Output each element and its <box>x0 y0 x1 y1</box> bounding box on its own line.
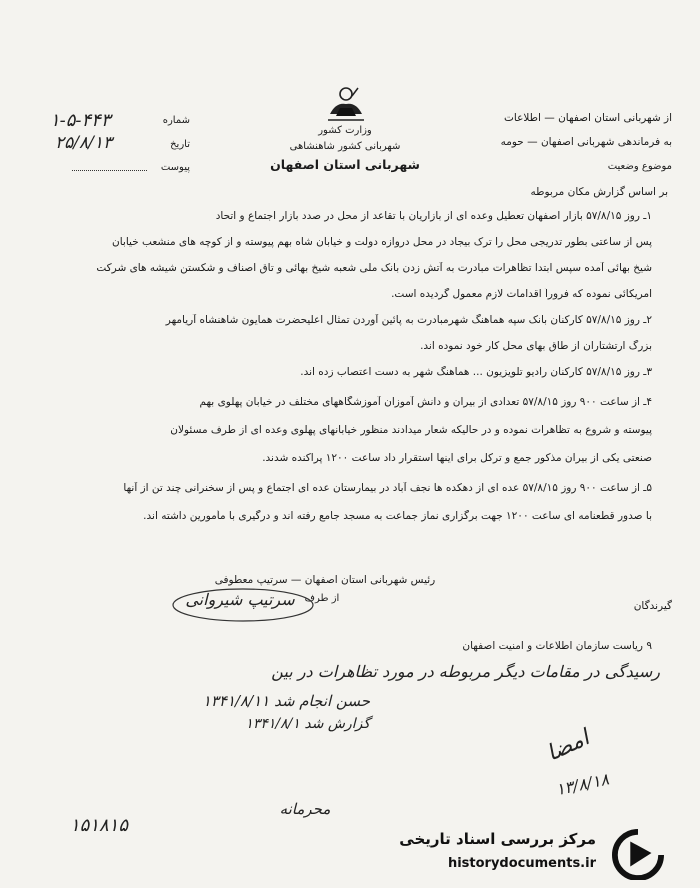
body-line: امریکائی نموده که فروراً اقدامات لازم معمول گردیده است. <box>391 288 652 300</box>
office-local: شهربانی استان اصفهان <box>270 157 420 172</box>
body-line: ۲ـ روز ۵۷/۸/۱۵ کارکنان بانک سپه هماهنگ شهرمبادرت به پائین آوردن تمثال اعلیحضرت همایون شاهنشاه آریامهر <box>165 314 652 326</box>
body-line: پیوسته و شروع به تظاهرات نموده و در حالیکه شعار میدادند منظور خیابانهای پهلوی وعده ای از طرف مسئولان <box>170 424 652 436</box>
ministry-name: وزارت کشور <box>318 125 372 136</box>
body-line: ۴ـ از ساعت ۹۰۰ روز ۵۷/۸/۱۵ تعدادی از بیران و دانش آموزان آموزشگاههای مختلف در خیابان پهلوی بهم <box>199 396 652 408</box>
to-line: به فرماندهی شهربانی اصفهان — حومه <box>500 136 672 148</box>
attachment-line <box>72 170 147 171</box>
body-line: پس از ساعتی بطور تدریجی محل را ترک بیجاد در محل دروازه دولت و خیابان شاه بهم پیوسته و از کوچه های منشعب خیابان <box>112 236 652 248</box>
signature-rank-line: از طرف <box>304 593 340 604</box>
lion-and-sun-emblem-icon <box>322 84 370 124</box>
archive-logo-icon <box>608 828 668 880</box>
footer-website: historydocuments.ir <box>447 856 596 871</box>
date-label: تاریخ <box>170 139 190 150</box>
subject-line: موضوع وضعیت <box>607 161 672 172</box>
archive-label: محرمانه <box>279 800 331 818</box>
body-line: شیخ بهائی آمده سپس ابتدا تظاهرات مبادرت به آتش زدن بانک ملی شعبه شیخ بهائی و تاق اصناف و شکستن شیشه های شرکت <box>96 262 652 274</box>
body-line: با صدور قطعنامه ای ساعت ۱۲۰۰ جهت برگزاری نماز جماعت به مسجد جامع رفته اند و درگیری با مأمورین داشته اند. <box>143 510 652 522</box>
body-line: ۵ـ از ساعت ۹۰۰ روز ۵۷/۸/۱۵ عده ای از دهکده ها نجف آباد در بیمارستان عده ای اجتماع و پس از سخنرانی چند تن از آنها <box>123 482 652 494</box>
signature-loop-icon <box>168 585 318 625</box>
handwritten-note-line1: رسیدگی در مقامات دیگر مربوطه در مورد تظاهرات در بین <box>271 662 660 681</box>
body-line: بزرگ ارتشتاران از طاق بهای محل کار خود نموده اند. <box>420 340 652 352</box>
recipients-label: گیرندگان <box>633 600 672 612</box>
from-line: از شهربانی استان اصفهان — اطلاعات <box>504 112 672 124</box>
date-value: ۲۵/۸/۱۳ <box>55 133 113 153</box>
signature-handwritten: سرتیپ شیروانی <box>185 590 295 609</box>
office-general: شهربانی کشور شاهنشاهی <box>289 141 401 152</box>
footer-org-name: مرکز بررسی اسناد تاریخی <box>399 830 596 848</box>
body-line: صنعتی یکی از بیران مذکور جمع و ترکل برای اینها استقرار داد ساعت ۱۲۰۰ پراکنده شدند. <box>262 452 652 464</box>
attachment-label: پیوست <box>160 162 190 173</box>
handwritten-note-line3: گزارش شد ۱۳۴۱/۸/۱ <box>245 716 370 732</box>
archive-number: ۱۵۱۸۱۵ <box>70 815 129 836</box>
recipients-item: ۹ ریاست سازمان اطلاعات و امنیت اصفهان <box>462 640 652 652</box>
handwritten-date-right: ۱۳/۸/۱۸ <box>554 769 611 800</box>
body-line: ۱ـ روز ۵۷/۸/۱۵ بازار اصفهان تعطیل وعده ای از بازاریان با تقاعد از محل در صدد بازار اجتماع و اتحاد <box>215 210 652 222</box>
handwritten-sign: امضا <box>542 725 594 767</box>
signature-title: رئیس شهربانی استان اصفهان — سرتیپ معطوفی <box>214 574 436 586</box>
number-value: ۱-۵-۴۴۳ <box>50 110 111 131</box>
body-intro: بر اساس گزارش مکان مربوطه <box>530 186 668 198</box>
number-label: شماره <box>162 115 190 126</box>
footer-brand <box>8 826 678 882</box>
handwritten-note-line2: حسن انجام شد ۱۳۴۱/۸/۱۱ <box>202 692 370 710</box>
body-line: ۳ـ روز ۵۷/۸/۱۵ کارکنان رادیو تلویزیون ... هماهنگ شهر به دست اعتصاب زده اند. <box>300 366 652 378</box>
